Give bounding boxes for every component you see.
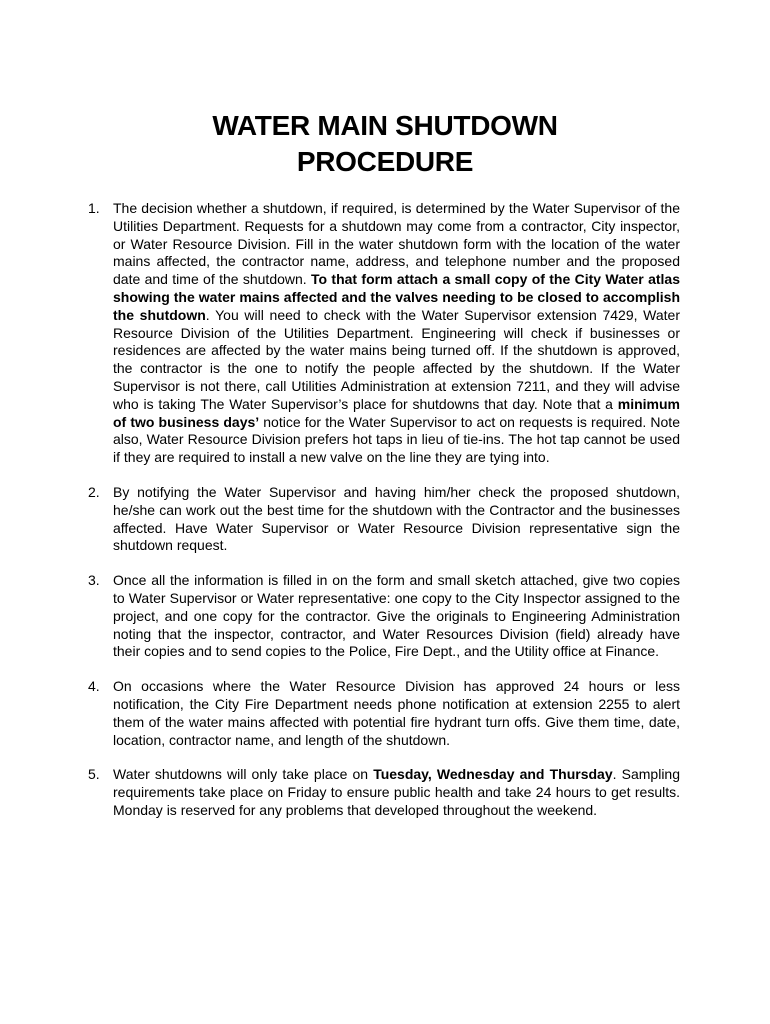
step-number: 2. [88,483,100,500]
procedure-step-1 [82,200,680,467]
step-1-text-3: notice for the Water Supervisor to act on requests is required. Note also, Water Resource Division prefers hot taps in lieu of tie-ins. The hot tap cannot be used if they are required to install a new valve on the line they are tying into. [113,413,680,466]
procedure-step-4 [82,678,680,749]
step-1-text-2: . You will need to check with the Water Supervisor extension 7429, Water Resource Division of the Utilities Department. Engineering will check if businesses or residences are affected by the water mains being turned off. If the shutdown is approved, the contractor is the one to notify the people affected by the shutdown. If the Water Supervisor is not there, call Utilities Administration at extension 7211, and they will advise who is taking The Water Supervisor’s place for shutdowns that day. Note that a [113,306,680,412]
step-5-emphasis-days: Tuesday, Wednesday and Thursday [373,766,613,783]
procedure-step-5 [82,766,680,819]
step-number: 1. [88,200,100,216]
procedure-step-2 [82,484,680,555]
step-number: 5. [88,766,100,783]
step-1-text-1: The decision whether a shutdown, if required, is determined by the Water Supervisor of the Utilities Department. Requests for a shutdown may come from a contractor, City inspector, or Water Resource Division. Fill in the water shutdown form with the location of the water mains affected, the contractor name, address, and telephone number and the proposed date and time of the shutdown. [113,200,680,288]
page-title [0,108,770,180]
procedure-list [82,200,680,820]
title-line-1: WATER MAIN SHUTDOWN [212,110,558,141]
title-line-2: PROCEDURE [296,146,474,177]
step-4-text: On occasions where the Water Resource Division has approved 24 hours or less notification, the City Fire Department needs phone notification at extension 2255 to alert them of the water mains affected with potential fire hydrant turn offs. Give them time, date, location, contractor name, and length of the shutdown. [113,678,680,748]
step-2-text: By notifying the Water Supervisor and having him/her check the proposed shutdown, he/she can work out the best time for the shutdown with the Contractor and the businesses affected. Have Water Supervisor or Water Resource Division representative sign the shutdown request. [113,483,680,554]
step-5-text-2: . Sampling requirements take place on Friday to ensure public health and take 24 hours to get results. Monday is reserved for any problems that developed throughout the weekend. [113,766,680,818]
step-3-text: Once all the information is filled in on the form and small sketch attached, give two copies to Water Supervisor or Water representative: one copy to the City Inspector assigned to the project, and one copy for the contractor. Give the originals to Engineering Administration noting that the inspector, contractor, and Water Resources Division (field) already have their copies and to send copies to the Police, Fire Dept., and the Utility office at Finance. [113,572,680,660]
step-number: 3. [88,572,100,589]
step-number: 4. [88,678,100,695]
procedure-step-3 [82,572,680,661]
step-1-emphasis-notice: minimum of two business days’ [113,395,680,430]
step-5-text-1: Water shutdowns will only take place on [113,766,374,783]
step-1-emphasis-atlas: To that form attach a small copy of the City Water atlas showing the water mains affected and the valves needing to be closed to accomplish the shutdown [113,271,680,323]
